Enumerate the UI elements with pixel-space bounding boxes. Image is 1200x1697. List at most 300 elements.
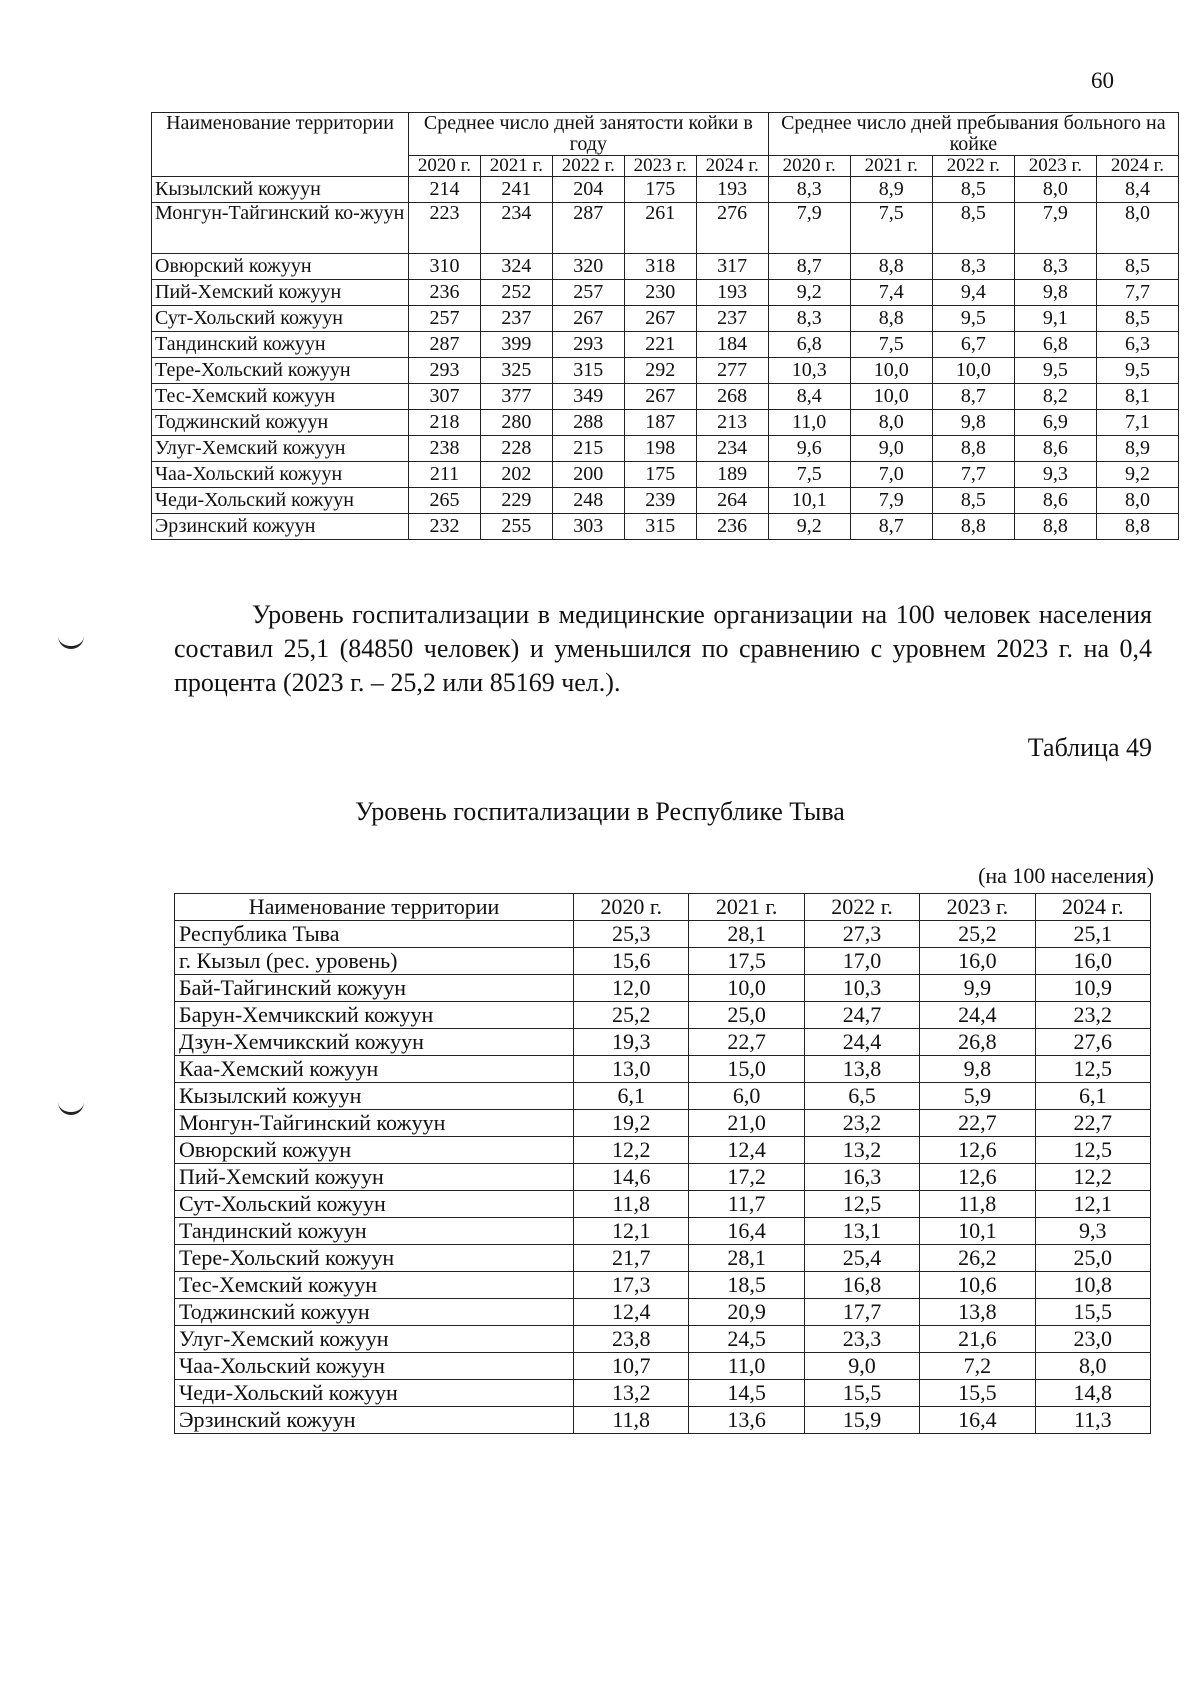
table-cell: 13,6 (689, 1407, 804, 1434)
table-cell: 17,2 (689, 1164, 804, 1191)
table-cell: 7,9 (768, 202, 850, 253)
table-cell: 7,4 (850, 279, 932, 305)
table-cell: 8,7 (768, 253, 850, 279)
table-cell: 9,9 (920, 975, 1035, 1002)
table-cell: 193 (696, 176, 768, 202)
table-cell: 17,7 (804, 1299, 919, 1326)
table-cell: 24,7 (804, 1002, 919, 1029)
table-cell: 175 (624, 176, 696, 202)
table-cell: 8,5 (1096, 305, 1178, 331)
table-cell: 8,9 (850, 176, 932, 202)
table-cell: 7,9 (850, 487, 932, 513)
table-cell: 10,6 (920, 1272, 1035, 1299)
table-cell: 287 (552, 202, 624, 253)
table-cell: 23,8 (574, 1326, 689, 1353)
territory-name: Тес-Хемский кожуун (152, 383, 409, 409)
table-cell: 16,3 (804, 1164, 919, 1191)
table1-header-name: Наименование территории (152, 113, 409, 177)
territory-name: Сут-Хольский кожуун (152, 305, 409, 331)
table-cell: 13,0 (574, 1056, 689, 1083)
table-cell: 10,0 (932, 357, 1014, 383)
hospitalization-paragraph: Уровень госпитализации в медицинские организации на 100 человек населения составил 25,1 (84850 человек) и уменьшился по сравнению с уровнем 2023 г. на 0,4 процента (2023 г. – 25,2 или 85169 чел.). (174, 600, 1152, 697)
territory-name: Бай-Тайгинский кожуун (175, 975, 574, 1002)
table-cell: 7,0 (850, 461, 932, 487)
table-cell: 8,8 (932, 435, 1014, 461)
table-cell: 252 (480, 279, 552, 305)
table-row (152, 383, 1179, 409)
table-cell: 14,8 (1035, 1380, 1150, 1407)
table-cell: 7,2 (920, 1353, 1035, 1380)
territory-name: Тандинский кожуун (175, 1218, 574, 1245)
table-row (175, 948, 1151, 975)
table-cell: 8,8 (850, 253, 932, 279)
table-cell: 7,7 (1096, 279, 1178, 305)
table-cell: 8,7 (932, 383, 1014, 409)
table-cell: 8,0 (1096, 202, 1178, 253)
table-cell: 315 (552, 357, 624, 383)
table-cell: 237 (696, 305, 768, 331)
table-row (152, 202, 1179, 253)
bed-occupancy-table (151, 112, 1179, 540)
table-cell: 10,1 (768, 487, 850, 513)
table-cell: 13,8 (804, 1056, 919, 1083)
table-cell: 9,3 (1035, 1218, 1150, 1245)
territory-name: Чеди-Хольский кожуун (175, 1380, 574, 1407)
table-cell: 287 (409, 331, 481, 357)
table-cell: 265 (409, 487, 481, 513)
table-cell: 13,2 (804, 1137, 919, 1164)
table-row (175, 1056, 1151, 1083)
table-cell: 12,5 (1035, 1056, 1150, 1083)
table-cell: 8,5 (1096, 253, 1178, 279)
table-cell: 261 (624, 202, 696, 253)
table-cell: 268 (696, 383, 768, 409)
table-cell: 303 (552, 513, 624, 539)
territory-name: Монгун-Тайгинский кожуун (175, 1110, 574, 1137)
table-cell: 310 (409, 253, 481, 279)
table-cell: 9,0 (850, 435, 932, 461)
table-cell: 317 (696, 253, 768, 279)
table-cell: 193 (696, 279, 768, 305)
table-cell: 399 (480, 331, 552, 357)
table-cell: 22,7 (689, 1029, 804, 1056)
table-cell: 184 (696, 331, 768, 357)
table-cell: 8,8 (1096, 513, 1178, 539)
table-row (175, 1137, 1151, 1164)
table-cell: 264 (696, 487, 768, 513)
table2-year-header: 2021 г. (689, 894, 804, 921)
table-cell: 10,7 (574, 1353, 689, 1380)
table1-year-header: 2024 г. (696, 156, 768, 177)
table-cell: 9,5 (1014, 357, 1096, 383)
table-cell: 238 (409, 435, 481, 461)
table-cell: 23,2 (804, 1110, 919, 1137)
table1-year-header: 2023 г. (1014, 156, 1096, 177)
table-cell: 277 (696, 357, 768, 383)
table-cell: 23,3 (804, 1326, 919, 1353)
table-cell: 9,8 (1014, 279, 1096, 305)
table-cell: 9,8 (932, 409, 1014, 435)
table-cell: 198 (624, 435, 696, 461)
table-cell: 6,1 (1035, 1083, 1150, 1110)
table-cell: 223 (409, 202, 481, 253)
territory-name: Каа-Хемский кожуун (175, 1056, 574, 1083)
table-row (152, 409, 1179, 435)
table-cell: 12,0 (574, 975, 689, 1002)
table-cell: 320 (552, 253, 624, 279)
table-cell: 175 (624, 461, 696, 487)
table-cell: 21,0 (689, 1110, 804, 1137)
table-cell: 10,3 (768, 357, 850, 383)
table-cell: 248 (552, 487, 624, 513)
table-row (152, 253, 1179, 279)
table-cell: 8,3 (1014, 253, 1096, 279)
table-cell: 22,7 (1035, 1110, 1150, 1137)
territory-name: Республика Тыва (175, 921, 574, 948)
table1-year-header: 2021 г. (480, 156, 552, 177)
table1-group1-header: Среднее число дней занятости койки в году (409, 113, 769, 156)
table-cell: 12,4 (574, 1299, 689, 1326)
table-cell: 24,5 (689, 1326, 804, 1353)
table-cell: 267 (624, 305, 696, 331)
table-cell: 24,4 (804, 1029, 919, 1056)
table-cell: 6,8 (768, 331, 850, 357)
table-units: (на 100 населения) (978, 863, 1154, 888)
table-cell: 12,1 (1035, 1191, 1150, 1218)
territory-name: Эрзинский кожуун (152, 513, 409, 539)
table-row (175, 1218, 1151, 1245)
table-cell: 377 (480, 383, 552, 409)
table-cell: 12,1 (574, 1218, 689, 1245)
table-cell: 12,2 (1035, 1164, 1150, 1191)
table2-header-name: Наименование территории (175, 894, 574, 921)
table-row (152, 279, 1179, 305)
table-cell: 234 (480, 202, 552, 253)
table-cell: 187 (624, 409, 696, 435)
table-cell: 237 (480, 305, 552, 331)
table-cell: 25,0 (1035, 1245, 1150, 1272)
table-cell: 11,0 (689, 1353, 804, 1380)
table1-year-header: 2020 г. (409, 156, 481, 177)
table-cell: 9,2 (768, 513, 850, 539)
table-cell: 26,8 (920, 1029, 1035, 1056)
table-row (152, 487, 1179, 513)
territory-name: Овюрский кожуун (175, 1137, 574, 1164)
table-cell: 14,5 (689, 1380, 804, 1407)
table-cell: 9,3 (1014, 461, 1096, 487)
table-cell: 276 (696, 202, 768, 253)
table-row (175, 921, 1151, 948)
table-cell: 6,5 (804, 1083, 919, 1110)
table-cell: 14,6 (574, 1164, 689, 1191)
table-cell: 25,2 (920, 921, 1035, 948)
table-cell: 26,2 (920, 1245, 1035, 1272)
table-cell: 8,1 (1096, 383, 1178, 409)
table-row (152, 513, 1179, 539)
table-cell: 10,9 (1035, 975, 1150, 1002)
territory-name: Тандинский кожуун (152, 331, 409, 357)
table2-year-header: 2024 г. (1035, 894, 1150, 921)
table-cell: 25,2 (574, 1002, 689, 1029)
table-cell: 239 (624, 487, 696, 513)
table-cell: 12,4 (689, 1137, 804, 1164)
table-cell: 12,6 (920, 1137, 1035, 1164)
table-cell: 10,1 (920, 1218, 1035, 1245)
territory-name: Кызылский кожуун (175, 1083, 574, 1110)
table-cell: 280 (480, 409, 552, 435)
table-cell: 27,6 (1035, 1029, 1150, 1056)
table-cell: 12,6 (920, 1164, 1035, 1191)
table-cell: 10,8 (1035, 1272, 1150, 1299)
table-cell: 9,2 (1096, 461, 1178, 487)
territory-name: Чеди-Хольский кожуун (152, 487, 409, 513)
table-cell: 9,5 (932, 305, 1014, 331)
table-cell: 11,0 (768, 409, 850, 435)
table-cell: 11,8 (574, 1407, 689, 1434)
table1-year-header: 2020 г. (768, 156, 850, 177)
table-cell: 218 (409, 409, 481, 435)
table-cell: 267 (624, 383, 696, 409)
table-row (175, 1002, 1151, 1029)
territory-name: Тес-Хемский кожуун (175, 1272, 574, 1299)
territory-name: Кызылский кожуун (152, 176, 409, 202)
table-cell: 267 (552, 305, 624, 331)
table-row (175, 1164, 1151, 1191)
table2-year-header: 2023 г. (920, 894, 1035, 921)
table-cell: 234 (696, 435, 768, 461)
table-cell: 17,0 (804, 948, 919, 975)
table-row (175, 1029, 1151, 1056)
territory-name: Эрзинский кожуун (175, 1407, 574, 1434)
pen-mark-1 (58, 634, 84, 649)
table-cell: 288 (552, 409, 624, 435)
table-cell: 23,0 (1035, 1326, 1150, 1353)
table-cell: 211 (409, 461, 481, 487)
table-cell: 232 (409, 513, 481, 539)
table-cell: 200 (552, 461, 624, 487)
table-cell: 12,5 (804, 1191, 919, 1218)
table-cell: 15,6 (574, 948, 689, 975)
table-cell: 21,7 (574, 1245, 689, 1272)
table-cell: 7,5 (768, 461, 850, 487)
table-row (175, 1245, 1151, 1272)
table-cell: 25,0 (689, 1002, 804, 1029)
table-row (152, 305, 1179, 331)
table-cell: 8,9 (1096, 435, 1178, 461)
table-cell: 6,3 (1096, 331, 1178, 357)
table-row (175, 1191, 1151, 1218)
table-cell: 8,7 (850, 513, 932, 539)
table1-year-header: 2022 г. (932, 156, 1014, 177)
table-cell: 16,0 (920, 948, 1035, 975)
table-cell: 8,3 (768, 305, 850, 331)
table-cell: 241 (480, 176, 552, 202)
table-cell: 16,0 (1035, 948, 1150, 975)
table-cell: 19,2 (574, 1110, 689, 1137)
table-cell: 16,8 (804, 1272, 919, 1299)
table-row (175, 1110, 1151, 1137)
table-cell: 9,0 (804, 1353, 919, 1380)
table-cell: 25,4 (804, 1245, 919, 1272)
table-cell: 8,4 (768, 383, 850, 409)
table-cell: 9,2 (768, 279, 850, 305)
table-cell: 16,4 (689, 1218, 804, 1245)
table-cell: 6,0 (689, 1083, 804, 1110)
table-cell: 11,7 (689, 1191, 804, 1218)
territory-name: Улуг-Хемский кожуун (152, 435, 409, 461)
page-number: 60 (1091, 68, 1114, 93)
table-cell: 17,5 (689, 948, 804, 975)
territory-name: Улуг-Хемский кожуун (175, 1326, 574, 1353)
table-cell: 236 (696, 513, 768, 539)
table-cell: 7,9 (1014, 202, 1096, 253)
table-cell: 8,3 (932, 253, 1014, 279)
table-cell: 9,6 (768, 435, 850, 461)
table-cell: 15,5 (804, 1380, 919, 1407)
table-cell: 5,9 (920, 1083, 1035, 1110)
table-cell: 8,5 (932, 487, 1014, 513)
table-title: Уровень госпитализации в Республике Тыва (355, 797, 845, 826)
table-cell: 307 (409, 383, 481, 409)
table-cell: 215 (552, 435, 624, 461)
table1-year-header: 2022 г. (552, 156, 624, 177)
table-cell: 6,7 (932, 331, 1014, 357)
table-cell: 11,3 (1035, 1407, 1150, 1434)
table-cell: 9,5 (1096, 357, 1178, 383)
table-cell: 12,2 (574, 1137, 689, 1164)
table-row (175, 1380, 1151, 1407)
territory-name: Барун-Хемчикский кожуун (175, 1002, 574, 1029)
table-cell: 8,2 (1014, 383, 1096, 409)
table-cell: 13,1 (804, 1218, 919, 1245)
territory-name: Пий-Хемский кожуун (152, 279, 409, 305)
table-cell: 8,0 (1035, 1353, 1150, 1380)
table-row (175, 1083, 1151, 1110)
table-cell: 18,5 (689, 1272, 804, 1299)
territory-name: Монгун-Тайгинский ко-жуун (152, 202, 409, 253)
table-row (175, 1272, 1151, 1299)
territory-name: Дзун-Хемчикский кожуун (175, 1029, 574, 1056)
table-row (175, 1326, 1151, 1353)
table2-year-header: 2020 г. (574, 894, 689, 921)
table-cell: 325 (480, 357, 552, 383)
table-cell: 11,8 (574, 1191, 689, 1218)
table-row (175, 1299, 1151, 1326)
table-row (152, 461, 1179, 487)
table-cell: 8,5 (932, 176, 1014, 202)
table-cell: 11,8 (920, 1191, 1035, 1218)
table-cell: 6,9 (1014, 409, 1096, 435)
table-cell: 7,7 (932, 461, 1014, 487)
table-row (152, 331, 1179, 357)
territory-name: Сут-Хольский кожуун (175, 1191, 574, 1218)
table-row (152, 176, 1179, 202)
table1-group2-header: Среднее число дней пребывания больного на койке (768, 113, 1178, 156)
table-cell: 15,0 (689, 1056, 804, 1083)
table-cell: 22,7 (920, 1110, 1035, 1137)
table-cell: 189 (696, 461, 768, 487)
table-cell: 8,8 (1014, 513, 1096, 539)
table-cell: 12,5 (1035, 1137, 1150, 1164)
table-cell: 257 (409, 305, 481, 331)
table-cell: 7,1 (1096, 409, 1178, 435)
table-cell: 214 (409, 176, 481, 202)
table-cell: 15,5 (1035, 1299, 1150, 1326)
table-row (175, 1353, 1151, 1380)
territory-name: Чаа-Хольский кожуун (175, 1353, 574, 1380)
table-cell: 27,3 (804, 921, 919, 948)
table-cell: 28,1 (689, 1245, 804, 1272)
table-cell: 8,8 (850, 305, 932, 331)
table-cell: 221 (624, 331, 696, 357)
table-cell: 17,3 (574, 1272, 689, 1299)
hospitalization-table (174, 893, 1151, 1434)
table-cell: 10,0 (850, 383, 932, 409)
table-cell: 9,8 (920, 1056, 1035, 1083)
table1-year-header: 2024 г. (1096, 156, 1178, 177)
table-cell: 21,6 (920, 1326, 1035, 1353)
table-cell: 8,3 (768, 176, 850, 202)
table-cell: 8,5 (932, 202, 1014, 253)
table-cell: 8,6 (1014, 435, 1096, 461)
table-cell: 10,0 (689, 975, 804, 1002)
table-cell: 6,1 (574, 1083, 689, 1110)
table-cell: 24,4 (920, 1002, 1035, 1029)
table-cell: 19,3 (574, 1029, 689, 1056)
table-number: Таблица 49 (1027, 733, 1152, 762)
table-cell: 23,2 (1035, 1002, 1150, 1029)
pen-mark-2 (58, 1100, 84, 1115)
table-cell: 25,1 (1035, 921, 1150, 948)
territory-name: Тоджинский кожуун (152, 409, 409, 435)
table-row (175, 1407, 1151, 1434)
table-cell: 236 (409, 279, 481, 305)
table-cell: 10,0 (850, 357, 932, 383)
table-cell: 318 (624, 253, 696, 279)
table-cell: 20,9 (689, 1299, 804, 1326)
table-cell: 293 (409, 357, 481, 383)
territory-name: Пий-Хемский кожуун (175, 1164, 574, 1191)
table-cell: 16,4 (920, 1407, 1035, 1434)
table-cell: 9,1 (1014, 305, 1096, 331)
table-cell: 28,1 (689, 921, 804, 948)
table-cell: 292 (624, 357, 696, 383)
territory-name: Чаа-Хольский кожуун (152, 461, 409, 487)
table-cell: 7,5 (850, 331, 932, 357)
table-cell: 6,8 (1014, 331, 1096, 357)
territory-name: Овюрский кожуун (152, 253, 409, 279)
table-cell: 7,5 (850, 202, 932, 253)
table-cell: 230 (624, 279, 696, 305)
table-cell: 10,3 (804, 975, 919, 1002)
table-cell: 315 (624, 513, 696, 539)
territory-name: г. Кызыл (рес. уровень) (175, 948, 574, 975)
table-row (152, 435, 1179, 461)
table-cell: 25,3 (574, 921, 689, 948)
table-cell: 15,5 (920, 1380, 1035, 1407)
table-cell: 8,8 (932, 513, 1014, 539)
table-cell: 15,9 (804, 1407, 919, 1434)
table-cell: 293 (552, 331, 624, 357)
territory-name: Тере-Хольский кожуун (175, 1245, 574, 1272)
table-row (152, 357, 1179, 383)
table2-year-header: 2022 г. (804, 894, 919, 921)
table-cell: 8,0 (850, 409, 932, 435)
table-cell: 13,8 (920, 1299, 1035, 1326)
table-cell: 229 (480, 487, 552, 513)
table1-year-header: 2021 г. (850, 156, 932, 177)
table-cell: 228 (480, 435, 552, 461)
